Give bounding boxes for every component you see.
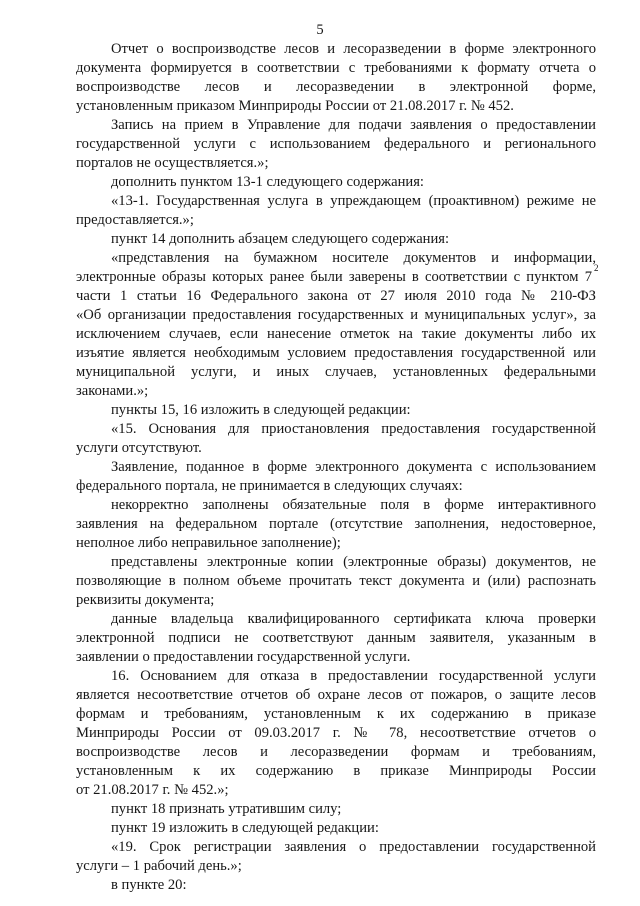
text-line: исключением случаев, если нанесение отметок на такие документы либо их <box>76 326 596 342</box>
text-line: муниципальной услуги, и иных случаев, установленных федеральными <box>76 364 596 380</box>
text-line: Минприроды России от 09.03.2017 г. № 78, несоответствие отчетов о <box>76 725 596 741</box>
text-line: электронной подписи не соответствуют данным заявителя, указанным в <box>76 630 596 646</box>
text-line: от 21.08.2017 г. № 452.»; <box>76 782 229 798</box>
text-line: установленным приказом Минприроды России от 21.08.2017 г. № 452. <box>76 98 514 114</box>
text-line: является несоответствие отчетов об охране лесов от пожаров, о защите лесов <box>76 687 596 703</box>
text-line: заявления на федеральном портале (отсутствие заполнения, недостоверное, <box>76 516 596 532</box>
text-line: Заявление, поданное в форме электронного документа с использованием <box>111 459 596 475</box>
text-line: федерального портала, не принимается в следующих случаях: <box>76 478 463 494</box>
text-line: в пункте 20: <box>111 877 187 893</box>
text-line: дополнить пунктом 13-1 следующего содержания: <box>111 174 424 190</box>
text-line: электронные образы которых ранее были заверены в соответствии с пунктом 7 <box>76 269 592 285</box>
text-line: «13-1. Государственная услуга в упреждающем (проактивном) режиме не <box>111 193 596 209</box>
text-line: документа формируется в соответствии с требованиями к формату отчета о <box>76 60 596 76</box>
text-line: «19. Срок регистрации заявления о предоставлении государственной <box>111 839 596 855</box>
text-line: установленным к их содержанию в приказе Минприроды России <box>76 763 596 779</box>
superscript: 2 <box>594 263 599 273</box>
text-line: 16. Основанием для отказа в предоставлении государственной услуги <box>111 668 596 684</box>
page-number: 5 <box>316 22 324 38</box>
text-line: «представления на бумажном носителе документов и информации, <box>111 250 596 266</box>
text-line: Отчет о воспроизводстве лесов и лесоразведении в форме электронного <box>111 41 596 57</box>
text-line: воспроизводстве лесов и лесоразведении формам и требованиям, <box>76 744 596 760</box>
text-line: услуги – 1 рабочий день.»; <box>76 858 242 874</box>
text-line: порталов не осуществляется.»; <box>76 155 269 171</box>
text-line: неполное либо неправильное заполнение); <box>76 535 341 551</box>
text-line: пункт 18 признать утратившим силу; <box>111 801 342 817</box>
text-line: Запись на прием в Управление для подачи заявления о предоставлении <box>111 117 596 133</box>
text-line: государственной услуги с использованием федерального и регионального <box>76 136 596 152</box>
text-line: пункты 15, 16 изложить в следующей редакции: <box>111 402 411 418</box>
text-line: законами.»; <box>76 383 149 399</box>
text-line: пункт 19 изложить в следующей редакции: <box>111 820 379 836</box>
text-line: заявлении о предоставлении государственной услуги. <box>76 649 411 665</box>
text-line: данные владельца квалифицированного сертификата ключа проверки <box>111 611 596 627</box>
text-line: изъятие является необходимым условием предоставления государственной или <box>76 345 596 361</box>
text-line: некорректно заполнены обязательные поля в форме интерактивного <box>111 497 596 513</box>
text-line: реквизиты документа; <box>76 592 215 608</box>
text-line: предоставляется.»; <box>76 212 194 228</box>
text-line: «15. Основания для приостановления предоставления государственной <box>111 421 596 437</box>
text-line: услуги отсутствуют. <box>76 440 202 456</box>
text-line: пункт 14 дополнить абзацем следующего содержания: <box>111 231 450 247</box>
text-line-with-superscript <box>76 269 592 286</box>
text-line: позволяющие в полном объеме прочитать текст документа и (или) распознать <box>76 573 596 589</box>
text-line: части 1 статьи 16 Федерального закона от 27 июля 2010 года № 210-ФЗ <box>76 288 596 304</box>
text-line: воспроизводстве лесов и лесоразведении в электронной форме, <box>76 79 596 95</box>
text-line: формам и требованиям, установленным к их содержанию в приказе <box>76 706 596 722</box>
text-line: представлены электронные копии (электронные образы) документов, не <box>111 554 596 570</box>
text-line: «Об организации предоставления государственных и муниципальных услуг», за <box>76 307 596 323</box>
